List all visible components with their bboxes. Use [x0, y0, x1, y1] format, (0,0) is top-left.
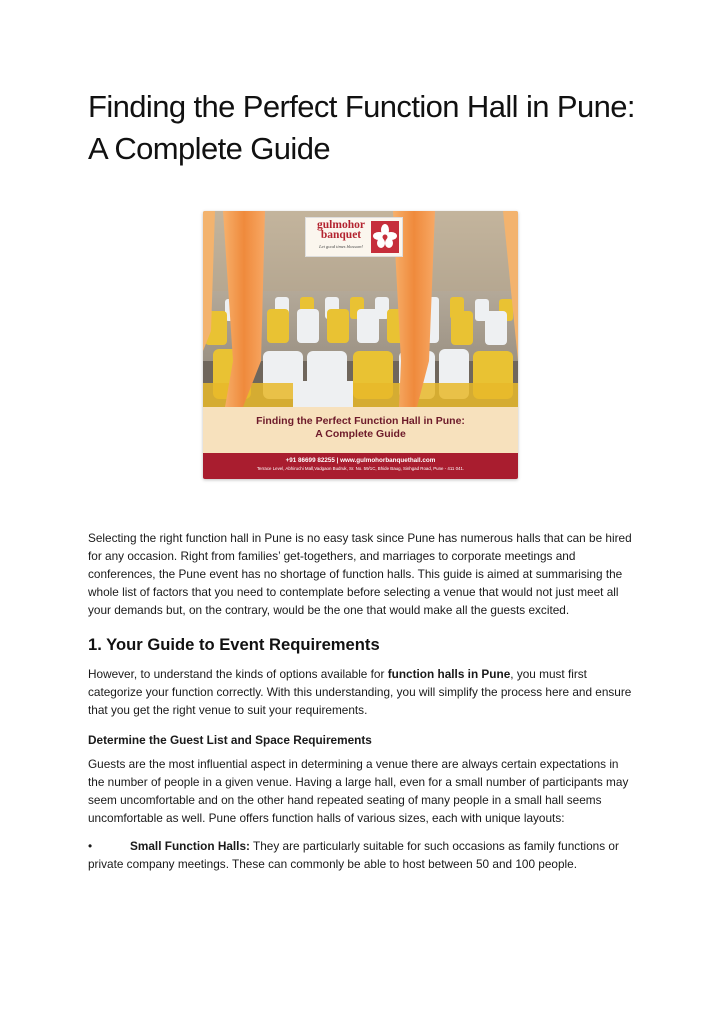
paragraph-text-before: However, to understand the kinds of options available for — [88, 667, 388, 681]
bullet-label: Small Function Halls: — [130, 839, 250, 853]
banner-title-line-2: A Complete Guide — [315, 428, 406, 440]
section-paragraph — [88, 665, 636, 719]
article-body — [88, 529, 636, 873]
article-title: Finding the Perfect Function Hall in Pune: A Complete Guide — [88, 89, 635, 166]
banner-contact: +91 86699 82255 | www.gulmohorbanquethall.com — [285, 457, 436, 464]
bold-keyword: function halls in Pune — [387, 667, 511, 681]
bullet-marker: • — [88, 839, 93, 853]
logo-name: gulmohor banquet — [317, 219, 365, 241]
banner-title-band — [203, 407, 518, 453]
intro-paragraph: Selecting the right function hall in Pune is no easy task since Pune has numerous halls that can be hired for any occasion. Right from families’ get-togethers, and marriages to corporate meetings and conferences, the Pune event has no shortage of function halls. This guide is aimed at summarising the whole list of factors that you need to contemplate before selecting a venue that would not just meet all your demands but, on the contrary, would be the one that would make all the guests excited. — [88, 531, 632, 617]
paragraph-text-after: , you must first categorize your function correctly. With this understanding, you will simplify the process here and ensure that you get the right venue to suit your requirements. — [88, 667, 632, 717]
logo-tagline: Let good times blossom! — [319, 244, 363, 249]
guest-list-paragraph: Guests are the most influential aspect in determining a venue there are always certain expectations in the number of people in a given venue. Having a large hall, even for a small number of participants may seem uncomfortable and on the other hand repeated seating of many people in a small hall seems uncomfortable as well. Pune offers function halls of various sizes, each with unique layouts: — [88, 757, 629, 825]
banner-contact-strip — [203, 453, 518, 479]
brand-logo — [305, 217, 403, 257]
banner-image — [203, 211, 518, 479]
bullet-text: They are particularly suitable for such occasions as family functions or private company meetings. These can commonly be able to host between 50 and 100 people. — [88, 839, 619, 871]
banner-address: Terrace Level, Abhiruchi Mall,Vadgaon Budruk, Sr. No. 59/1C, Bhide Baug, Sinhgad Road, Pune - 411 041. — [256, 466, 465, 471]
banner-title-line-1: Finding the Perfect Function Hall in Pune: — [256, 415, 465, 427]
flower-icon — [371, 221, 399, 253]
section-heading: 1. Your Guide to Event Requirements — [88, 635, 380, 654]
subheading: Determine the Guest List and Space Requirements — [88, 733, 372, 747]
list-item — [88, 837, 636, 873]
